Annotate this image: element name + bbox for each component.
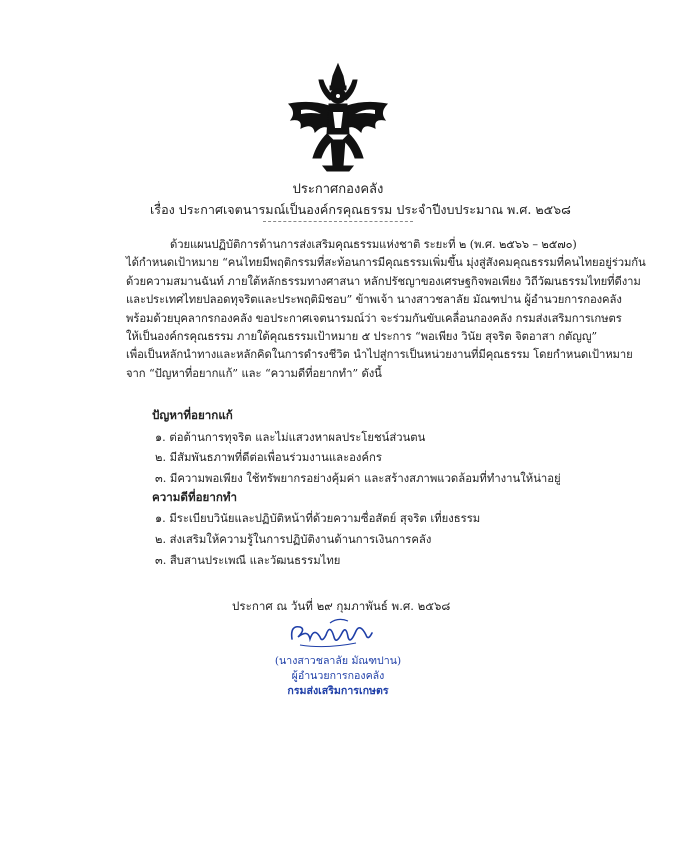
body-line: ได้กำหนดเป้าหมาย “คนไทยมีพฤติกรรมที่สะท้อนการมีคุณธรรมเพิ่มขึ้น มุ่งสู่สังคมคุณธรรมที่คนไทยอยู่ร่วมกัน: [126, 256, 646, 270]
body-line: พร้อมด้วยบุคลากรกองคลัง ขอประกาศเจตนารมณ์ว่า จะร่วมกันขับเคลื่อนกองคลัง กรมส่งเสริมการเกษตร: [126, 311, 622, 325]
body-line: จาก “ปัญหาที่อยากแก้” และ “ความดีที่อยากทำ” ดังนี้: [126, 366, 382, 380]
document-subject: เรื่อง ประกาศเจตนารมณ์เป็นองค์กรคุณธรรม ประจำปีงบประมาณ พ.ศ. ๒๕๖๘: [150, 202, 571, 217]
document-title: ประกาศกองคลัง: [292, 182, 384, 197]
body-line: เพื่อเป็นหลักนำทางและหลักคิดในการดำรงชีวิต นำไปสู่การเป็นหน่วยงานที่มีคุณธรรม โดยกำหนดเป้าหมาย: [126, 348, 633, 362]
good-item: ๓. สืบสานประเพณี และวัฒนธรรมไทย: [155, 554, 341, 567]
body-line: และประเทศไทยปลอดทุจริตและประพฤติมิชอบ” ข้าพเจ้า นางสาวชลาลัย มัณฑปาน ผู้อำนวยการกองคลัง: [126, 293, 622, 307]
good-item: ๒. ส่งเสริมให้ความรู้ในการปฏิบัติงานด้านการเงินการคลัง: [155, 533, 432, 546]
divider: [263, 221, 413, 222]
signature-icon: [286, 615, 376, 651]
body-line: ด้วยความสมานฉันท์ ภายใต้หลักธรรมทางศาสนา หลักปรัชญาของเศรษฐกิจพอเพียง วิถีวัฒนธรรมไทยที่ดีงาม: [126, 274, 641, 288]
signer-position: ผู้อำนวยการกองคลัง: [291, 670, 385, 682]
garuda-emblem-icon: [283, 62, 393, 172]
problem-item: ๑. ต่อต้านการทุจริต และไม่แสวงหาผลประโยชน์ส่วนตน: [155, 431, 426, 444]
body-line: ให้เป็นองค์กรคุณธรรม ภายใต้คุณธรรมเป้าหมาย ๕ ประการ “พอเพียง วินัย สุจริต จิตอาสา กตัญญู”: [126, 330, 598, 344]
body-paragraph: [126, 236, 646, 383]
date-line: ประกาศ ณ วันที่ ๒๙ กุมภาพันธ์ พ.ศ. ๒๕๖๘: [232, 599, 451, 613]
signer-department: กรมส่งเสริมการเกษตร: [287, 685, 389, 697]
signer-name: (นางสาวชลาลัย มัณฑปาน): [274, 655, 402, 667]
problem-item: ๒. มีสัมพันธภาพที่ดีต่อเพื่อนร่วมงานและองค์กร: [155, 451, 382, 464]
body-line: ด้วยแผนปฏิบัติการด้านการส่งเสริมคุณธรรมแห่งชาติ ระยะที่ ๒ (พ.ศ. ๒๕๖๖ – ๒๕๗๐): [170, 238, 577, 251]
problem-item: ๓. มีความพอเพียง ใช้ทรัพยากรอย่างคุ้มค่า และสร้างสภาพแวดล้อมที่ทำงานให้น่าอยู่: [155, 472, 561, 485]
problems-heading: ปัญหาที่อยากแก้: [152, 408, 233, 422]
goods-heading: ความดีที่อยากทำ: [152, 490, 238, 504]
good-item: ๑. มีระเบียบวินัยและปฏิบัติหน้าที่ด้วยความซื่อสัตย์ สุจริต เที่ยงธรรม: [155, 512, 481, 525]
